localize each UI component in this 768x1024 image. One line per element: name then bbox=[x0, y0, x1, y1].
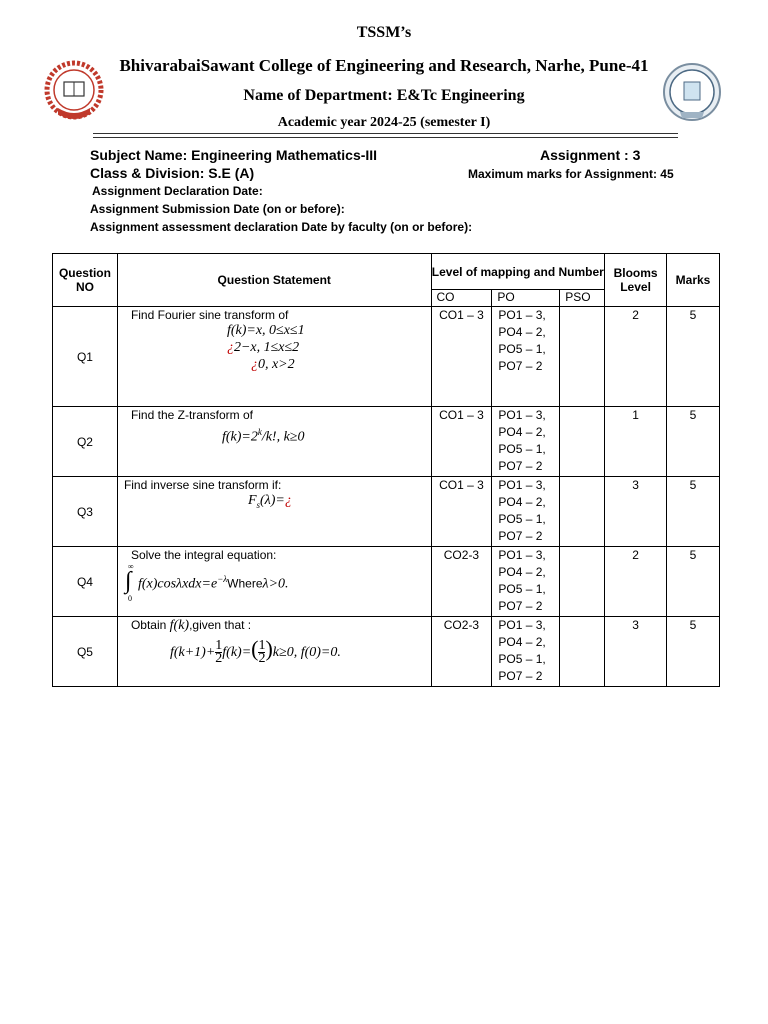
pso-mapping bbox=[560, 547, 605, 617]
question-statement bbox=[117, 617, 431, 687]
question-math: ¿0, x>2 bbox=[250, 357, 295, 372]
assignment-number: Assignment : 3 bbox=[540, 147, 641, 163]
table-row bbox=[53, 547, 720, 617]
co-mapping: CO1 – 3 bbox=[431, 477, 492, 547]
header-marks: Marks bbox=[667, 254, 720, 307]
question-number: Q5 bbox=[53, 617, 118, 687]
org-name: TSSM’s bbox=[356, 24, 412, 41]
po-mapping bbox=[492, 547, 560, 617]
header-question-no: Question NO bbox=[53, 254, 118, 307]
po-item: PO1 – 3, bbox=[498, 408, 546, 422]
po-item: PO4 – 2, bbox=[498, 495, 546, 509]
po-item: PO5 – 1, bbox=[498, 652, 546, 666]
header-po: PO bbox=[492, 290, 560, 307]
co-mapping: CO2-3 bbox=[431, 617, 492, 687]
marks: 5 bbox=[667, 547, 720, 617]
question-statement bbox=[117, 407, 431, 477]
question-statement bbox=[117, 477, 431, 547]
po-item: PO1 – 3, bbox=[498, 308, 546, 322]
po-item: PO5 – 1, bbox=[498, 442, 546, 456]
question-text: Find inverse sine transform if: bbox=[123, 478, 282, 492]
question-statement bbox=[117, 307, 431, 407]
blooms-level: 3 bbox=[605, 477, 667, 547]
table-row bbox=[53, 617, 720, 687]
question-math: $f(k)=2^k/k$!, k≥0 bbox=[221, 427, 305, 445]
question-number: Q2 bbox=[53, 407, 118, 477]
po-item: PO7 – 2 bbox=[498, 459, 543, 473]
po-mapping bbox=[492, 307, 560, 407]
question-math: f(k+1)+ $\frac{1}{2}$ f(k)=( $\frac{1}{2}$ )k≥0, f(0)=0. bbox=[169, 636, 341, 667]
table-row bbox=[53, 307, 720, 407]
po-item: PO5 – 1, bbox=[498, 512, 546, 526]
assessment-date: Assignment assessment declaration Date by faculty (on or before): bbox=[90, 220, 473, 234]
question-number: Q3 bbox=[53, 477, 118, 547]
declaration-date: Assignment Declaration Date: bbox=[92, 184, 263, 198]
po-item: PO7 – 2 bbox=[498, 599, 543, 613]
question-text: Find the Z-transform of bbox=[130, 408, 253, 422]
header-mapping: Level of mapping and Number bbox=[431, 254, 605, 290]
college-logo-icon bbox=[44, 60, 104, 131]
po-item: PO1 – 3, bbox=[498, 478, 546, 492]
question-math: ∞ ∫ 0 $f(x)\cos\lambda xdx=e^{-\lambda}Where\lambda>0$. bbox=[124, 562, 289, 603]
blooms-level: 3 bbox=[605, 617, 667, 687]
header-question-statement: Question Statement bbox=[117, 254, 431, 307]
po-item: PO5 – 1, bbox=[498, 342, 546, 356]
marks: 5 bbox=[667, 407, 720, 477]
question-math: ¿2−x, 1≤x≤2 bbox=[226, 340, 300, 355]
header-divider bbox=[93, 137, 678, 138]
po-item: PO1 – 3, bbox=[498, 618, 546, 632]
pso-mapping bbox=[560, 307, 605, 407]
blooms-level: 1 bbox=[605, 407, 667, 477]
class-division: Class & Division: S.E (A) bbox=[90, 165, 255, 181]
pso-mapping bbox=[560, 407, 605, 477]
header-divider bbox=[93, 133, 678, 134]
question-text: Find Fourier sine transform of bbox=[130, 308, 289, 322]
po-item: PO4 – 2, bbox=[498, 325, 546, 339]
question-number: Q1 bbox=[53, 307, 118, 407]
max-marks: Maximum marks for Assignment: 45 bbox=[468, 167, 674, 181]
table-row bbox=[53, 407, 720, 477]
blooms-level: 2 bbox=[605, 547, 667, 617]
question-statement bbox=[117, 547, 431, 617]
po-item: PO4 – 2, bbox=[498, 565, 546, 579]
university-seal-icon bbox=[662, 60, 722, 131]
co-mapping: CO1 – 3 bbox=[431, 307, 492, 407]
po-mapping bbox=[492, 617, 560, 687]
table-row bbox=[53, 477, 720, 547]
marks: 5 bbox=[667, 617, 720, 687]
department-name: Name of Department: E&Tc Engineering bbox=[243, 87, 525, 104]
header-pso: PSO bbox=[560, 290, 605, 307]
po-item: PO7 – 2 bbox=[498, 529, 543, 543]
co-mapping: CO2-3 bbox=[431, 547, 492, 617]
subject-name: Subject Name: Engineering Mathematics-III bbox=[90, 147, 378, 163]
question-math: $F_s(\lambda)=¿$ bbox=[247, 493, 292, 510]
academic-year: Academic year 2024-25 (semester I) bbox=[277, 115, 491, 130]
assignment-table bbox=[52, 253, 720, 687]
po-item: PO1 – 3, bbox=[498, 548, 546, 562]
blooms-level: 2 bbox=[605, 307, 667, 407]
po-mapping bbox=[492, 407, 560, 477]
header-co: CO bbox=[431, 290, 492, 307]
po-item: PO7 – 2 bbox=[498, 669, 543, 683]
po-item: PO7 – 2 bbox=[498, 359, 543, 373]
header-blooms-level: Blooms Level bbox=[605, 254, 667, 307]
college-name: BhivarabaiSawant College of Engineering and Research, Narhe, Pune-41 bbox=[119, 56, 649, 75]
pso-mapping bbox=[560, 477, 605, 547]
marks: 5 bbox=[667, 307, 720, 407]
pso-mapping bbox=[560, 617, 605, 687]
co-mapping: CO1 – 3 bbox=[431, 407, 492, 477]
submission-date: Assignment Submission Date (on or before): bbox=[90, 202, 345, 216]
question-text: Solve the integral equation: bbox=[130, 548, 277, 562]
question-number: Q4 bbox=[53, 547, 118, 617]
po-mapping bbox=[492, 477, 560, 547]
po-item: PO4 – 2, bbox=[498, 635, 546, 649]
marks: 5 bbox=[667, 477, 720, 547]
po-item: PO4 – 2, bbox=[498, 425, 546, 439]
question-math: f(k)=x, 0≤x≤1 bbox=[226, 323, 305, 338]
po-item: PO5 – 1, bbox=[498, 582, 546, 596]
question-text: Obtain f(k),given that : bbox=[130, 618, 252, 633]
